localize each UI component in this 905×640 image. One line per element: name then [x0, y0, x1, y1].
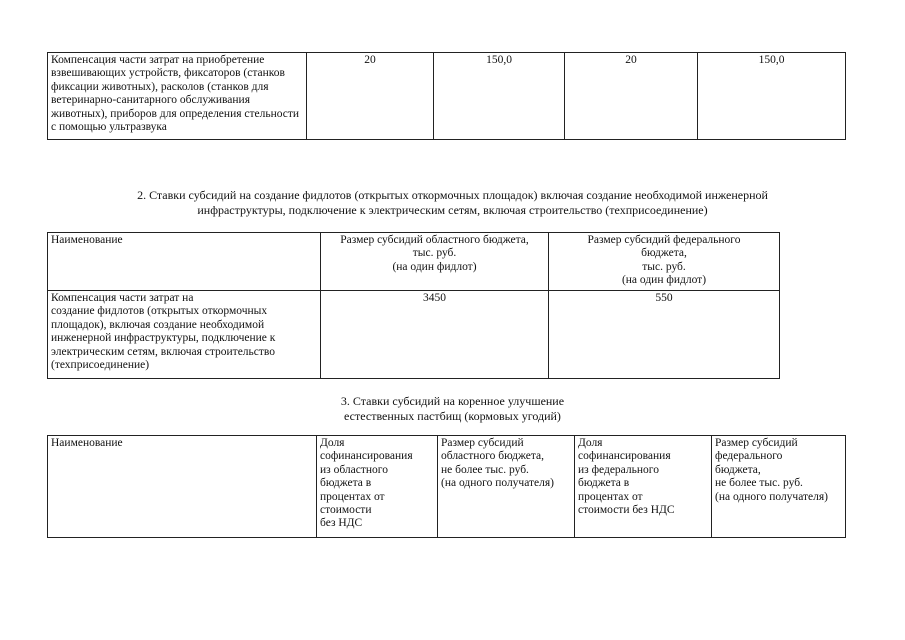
row-name-cell: Компенсация части затрат на приобретение взвешивающих устройств, фиксаторов (станков фиксации животных), расколов (станков для ветеринарно-санитарного обслуживания животных), приборов для определения стельности с помощью ультразвука	[48, 53, 307, 140]
row-name-cell: Компенсация части затрат на создание фидлотов (открытых откормочных площадок), включая создание необходимой инженерной инфраструктуры, подключение к электрическим сетям, включая строительство (техприсоединение)	[48, 291, 321, 379]
section-3-heading-line1: 3. Ставки субсидий на коренное улучшение	[340, 394, 565, 408]
table-feedlot-subsidies	[47, 232, 780, 379]
header-amount-federal: Размер субсидий федерального бюджета, не более тыс. руб. (на одного получателя)	[712, 436, 846, 538]
value-cell-2: 150,0	[434, 53, 565, 140]
header-share-regional: Доля софинансирования из областного бюджета в процентах от стоимости без НДС	[317, 436, 438, 538]
section-3-heading	[0, 394, 905, 423]
section-2-heading-line1: 2. Ставки субсидий на создание фидлотов (открытых откормочных площадок) включая создание необходимой инженерной	[137, 188, 768, 202]
table-header-row	[48, 233, 780, 291]
regional-value-cell: 3450	[321, 291, 549, 379]
federal-value-cell: 550	[549, 291, 780, 379]
section-2-heading-line2: инфраструктуры, подключение к электрическим сетям, включая строительство (техприсоединение)	[197, 202, 708, 217]
header-name: Наименование	[48, 233, 321, 291]
header-regional-subsidy: Размер субсидий областного бюджета, тыс. руб. (на один фидлот)	[321, 233, 549, 291]
table-row	[48, 291, 780, 379]
value-cell-3: 20	[565, 53, 698, 140]
section-3-heading-line2: естественных пастбищ (кормовых угодий)	[344, 408, 561, 423]
header-amount-regional: Размер субсидий областного бюджета, не более тыс. руб. (на одного получателя)	[438, 436, 575, 538]
value-cell-1: 20	[307, 53, 434, 140]
table-header-row	[48, 436, 846, 538]
header-name: Наименование	[48, 436, 317, 538]
table-row	[48, 53, 846, 140]
table-equipment-compensation	[47, 52, 846, 140]
header-federal-subsidy: Размер субсидий федерального бюджета, тыс. руб. (на один фидлот)	[549, 233, 780, 291]
section-2-heading	[0, 188, 905, 217]
header-share-federal: Доля софинансирования из федерального бюджета в процентах от стоимости без НДС	[575, 436, 712, 538]
table-pasture-subsidies	[47, 435, 846, 538]
value-cell-4: 150,0	[698, 53, 846, 140]
